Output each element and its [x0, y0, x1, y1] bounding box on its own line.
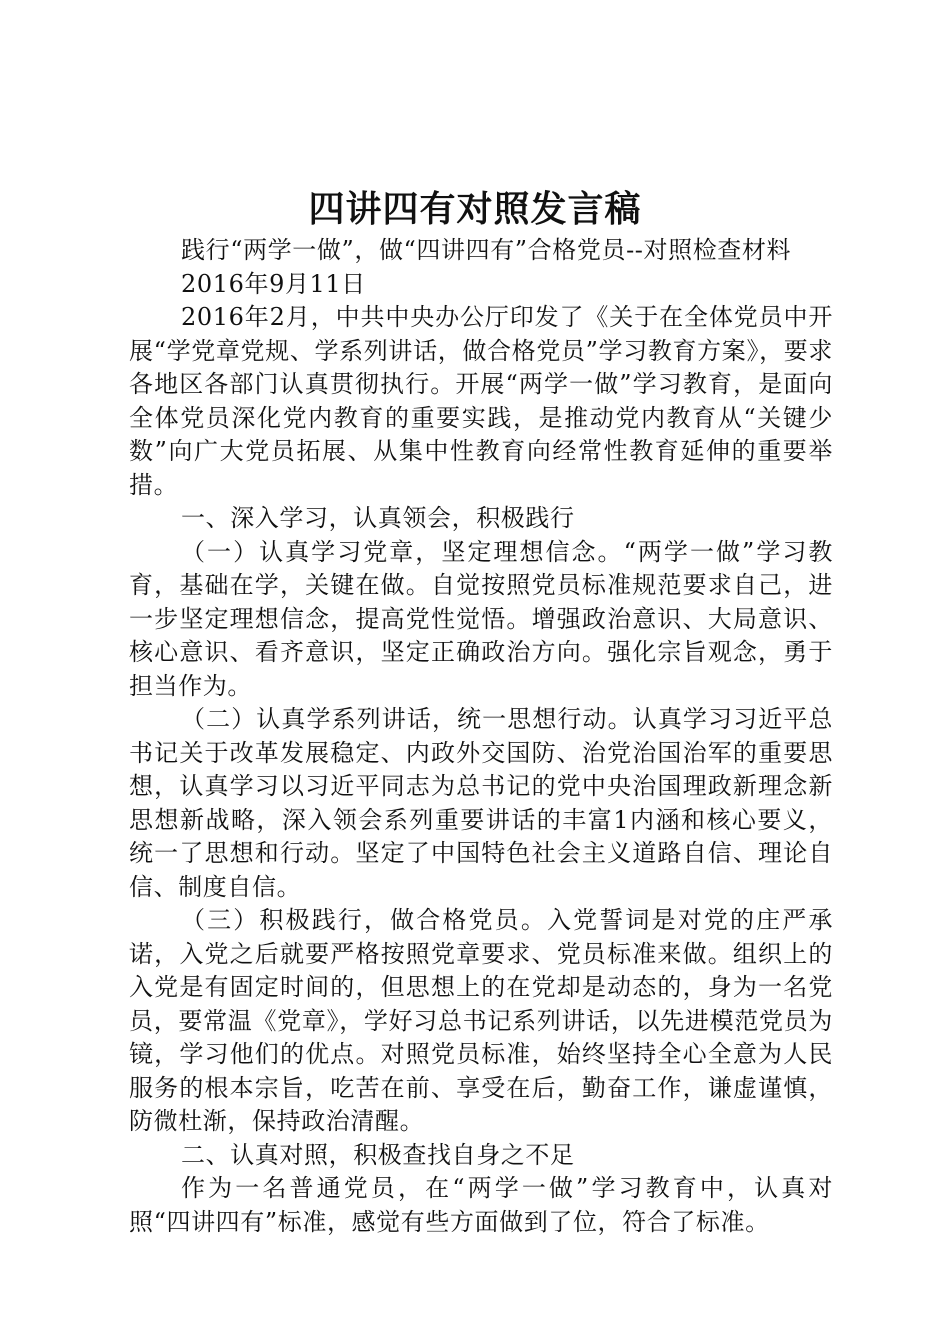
- document-title: 四讲四有对照发言稿: [308, 188, 642, 230]
- document-body: [129, 234, 833, 1239]
- date-paragraph: 2016年9月11日: [181, 269, 366, 298]
- subsection-paragraph-3: （三）积极践行，做合格党员。入党誓词是对党的庄严承诺，入党之后就要严格按照党章要求、党员标准来做。组织上的入党是有固定时间的，但思想上的在党却是动态的，身为一名党员，要常温《党章》，学好习总书记系列讲话，以先进模范党员为镜，学习他们的优点。对照党员标准，始终坚持全心全意为人民服务的根本宗旨，吃苦在前、享受在后，勤奋工作，谦虚谨慎，防微杜渐，保持政治清醒。: [129, 906, 833, 1135]
- intro-paragraph: 2016年2月，中共中央办公厅印发了《关于在全体党员中开展“学党章党规、学系列讲话，做合格党员”学习教育方案》，要求各地区各部门认真贯彻执行。开展“两学一做”学习教育，是面向全体党员深化党内教育的重要实践，是推动党内教育从“关键少数”向广大党员拓展、从集中性教育向经常性教育延伸的重要举措。: [129, 303, 833, 499]
- closing-paragraph: 作为一名普通党员，在“两学一做”学习教育中，认真对照“四讲四有”标准，感觉有些方面做到了位，符合了标准。: [129, 1174, 833, 1236]
- subtitle-paragraph: 践行“两学一做”，做“四讲四有”合格党员--对照检查材料: [181, 236, 792, 264]
- section-heading-2: 二、认真对照，积极查找自身之不足: [181, 1140, 575, 1169]
- subsection-paragraph-2: （二）认真学系列讲话，统一思想行动。认真学习习近平总书记关于改革发展稳定、内政外交国防、治党治国治军的重要思想，认真学习以习近平同志为总书记的党中央治国理政新理念新思想新战略，深入领会系列重要讲话的丰富1内涵和核心要义，统一了思想和行动。坚定了中国特色社会主义道路自信、理论自信、制度自信。: [129, 705, 833, 901]
- section-heading-1: 一、深入学习，认真领会，积极践行: [181, 504, 575, 532]
- subsection-paragraph-1: （一）认真学习党章，坚定理想信念。“两学一做”学习教育，基础在学，关键在做。自觉按照党员标准规范要求自己，进一步坚定理想信念，提高党性觉悟。增强政治意识、大局意识、核心意识、看齐意识，坚定正确政治方向。强化宗旨观念，勇于担当作为。: [129, 537, 833, 700]
